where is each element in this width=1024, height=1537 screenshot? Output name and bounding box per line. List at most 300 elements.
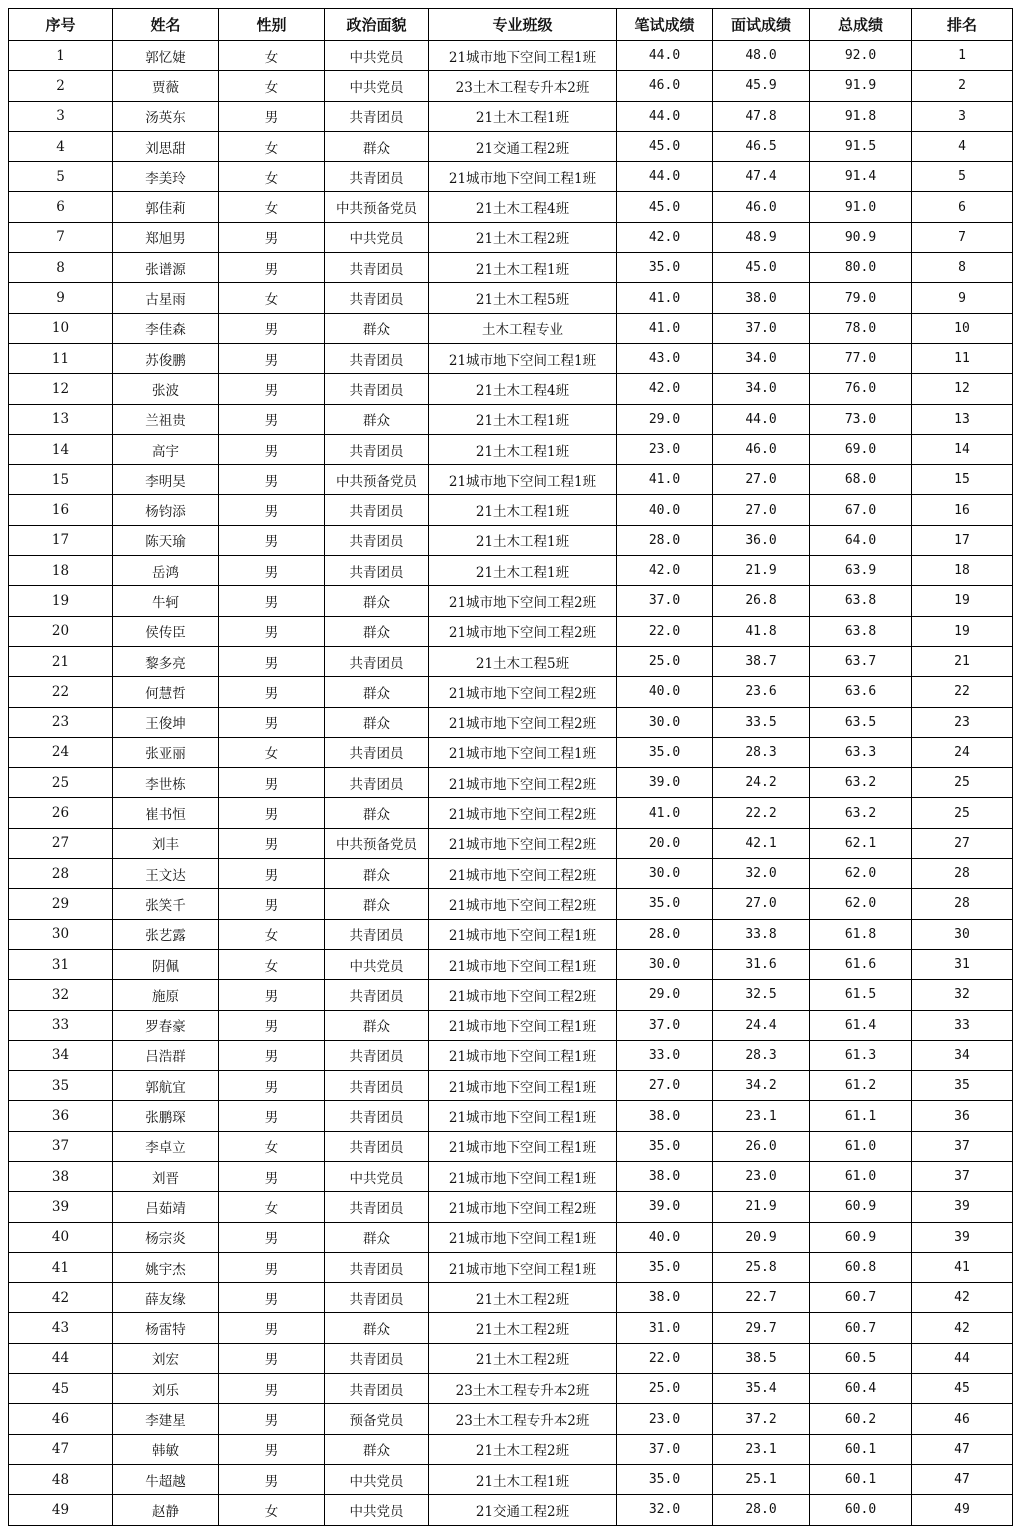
table-row <box>9 798 1013 828</box>
cell-total-score: 60.2 <box>810 1404 912 1434</box>
cell-interview-score: 45.0 <box>713 253 810 283</box>
cell-political-status: 共青团员 <box>325 1343 429 1373</box>
cell-index: 21 <box>9 646 113 676</box>
cell-index: 44 <box>9 1343 113 1373</box>
cell-name: 罗春豪 <box>113 1010 219 1040</box>
cell-interview-score: 33.8 <box>713 919 810 949</box>
cell-rank: 47 <box>912 1464 1013 1494</box>
table-row <box>9 646 1013 676</box>
cell-gender: 男 <box>219 646 325 676</box>
cell-interview-score: 48.0 <box>713 41 810 71</box>
cell-political-status: 共青团员 <box>325 919 429 949</box>
cell-name: 张艺露 <box>113 919 219 949</box>
header-index: 序号 <box>9 9 113 41</box>
cell-gender: 男 <box>219 525 325 555</box>
cell-political-status: 群众 <box>325 131 429 161</box>
cell-class: 21城市地下空间工程1班 <box>429 1222 617 1252</box>
cell-rank: 18 <box>912 556 1013 586</box>
cell-index: 49 <box>9 1495 113 1525</box>
cell-gender: 男 <box>219 222 325 252</box>
cell-rank: 39 <box>912 1222 1013 1252</box>
cell-class: 21土木工程2班 <box>429 222 617 252</box>
cell-written-score: 29.0 <box>617 404 713 434</box>
table-row <box>9 1010 1013 1040</box>
cell-total-score: 69.0 <box>810 434 912 464</box>
cell-rank: 4 <box>912 131 1013 161</box>
table-row <box>9 495 1013 525</box>
cell-total-score: 61.5 <box>810 980 912 1010</box>
cell-political-status: 群众 <box>325 707 429 737</box>
cell-gender: 女 <box>219 41 325 71</box>
cell-written-score: 37.0 <box>617 586 713 616</box>
cell-written-score: 42.0 <box>617 222 713 252</box>
table-body <box>9 41 1013 1526</box>
cell-gender: 男 <box>219 1071 325 1101</box>
cell-total-score: 63.2 <box>810 798 912 828</box>
cell-name: 李卓立 <box>113 1131 219 1161</box>
cell-index: 34 <box>9 1040 113 1070</box>
cell-index: 9 <box>9 283 113 313</box>
cell-index: 31 <box>9 949 113 979</box>
cell-total-score: 76.0 <box>810 374 912 404</box>
cell-written-score: 41.0 <box>617 313 713 343</box>
cell-name: 刘思甜 <box>113 131 219 161</box>
cell-written-score: 40.0 <box>617 1222 713 1252</box>
table-row <box>9 283 1013 313</box>
cell-gender: 女 <box>219 919 325 949</box>
cell-political-status: 共青团员 <box>325 1101 429 1131</box>
cell-class: 21土木工程4班 <box>429 374 617 404</box>
table-row <box>9 1161 1013 1191</box>
cell-name: 兰祖贵 <box>113 404 219 434</box>
cell-class: 21城市地下空间工程2班 <box>429 798 617 828</box>
cell-written-score: 35.0 <box>617 1252 713 1282</box>
cell-name: 刘宏 <box>113 1343 219 1373</box>
cell-index: 29 <box>9 889 113 919</box>
cell-total-score: 60.0 <box>810 1495 912 1525</box>
header-gender: 性别 <box>219 9 325 41</box>
cell-name: 姚宇杰 <box>113 1252 219 1282</box>
cell-rank: 47 <box>912 1434 1013 1464</box>
cell-interview-score: 20.9 <box>713 1222 810 1252</box>
cell-class: 21土木工程1班 <box>429 556 617 586</box>
cell-written-score: 33.0 <box>617 1040 713 1070</box>
cell-interview-score: 41.8 <box>713 616 810 646</box>
cell-class: 21交通工程2班 <box>429 1495 617 1525</box>
cell-rank: 28 <box>912 889 1013 919</box>
cell-interview-score: 38.7 <box>713 646 810 676</box>
header-political-status: 政治面貌 <box>325 9 429 41</box>
cell-written-score: 45.0 <box>617 192 713 222</box>
cell-interview-score: 27.0 <box>713 495 810 525</box>
cell-rank: 11 <box>912 343 1013 373</box>
cell-gender: 男 <box>219 1464 325 1494</box>
cell-written-score: 31.0 <box>617 1313 713 1343</box>
cell-interview-score: 34.0 <box>713 374 810 404</box>
cell-political-status: 共青团员 <box>325 434 429 464</box>
cell-written-score: 38.0 <box>617 1161 713 1191</box>
cell-total-score: 61.8 <box>810 919 912 949</box>
cell-rank: 41 <box>912 1252 1013 1282</box>
cell-rank: 14 <box>912 434 1013 464</box>
table-row <box>9 1343 1013 1373</box>
cell-gender: 女 <box>219 949 325 979</box>
cell-rank: 17 <box>912 525 1013 555</box>
cell-political-status: 群众 <box>325 859 429 889</box>
cell-name: 郑旭男 <box>113 222 219 252</box>
cell-total-score: 60.9 <box>810 1192 912 1222</box>
cell-written-score: 35.0 <box>617 1131 713 1161</box>
cell-rank: 10 <box>912 313 1013 343</box>
cell-class: 21城市地下空间工程1班 <box>429 41 617 71</box>
cell-written-score: 37.0 <box>617 1434 713 1464</box>
cell-gender: 男 <box>219 1101 325 1131</box>
cell-rank: 16 <box>912 495 1013 525</box>
header-total-score: 总成绩 <box>810 9 912 41</box>
cell-total-score: 91.9 <box>810 71 912 101</box>
cell-gender: 男 <box>219 1313 325 1343</box>
cell-class: 21土木工程1班 <box>429 253 617 283</box>
cell-rank: 19 <box>912 616 1013 646</box>
header-row <box>9 9 1013 41</box>
table-row <box>9 1252 1013 1282</box>
cell-index: 33 <box>9 1010 113 1040</box>
cell-rank: 8 <box>912 253 1013 283</box>
cell-interview-score: 32.5 <box>713 980 810 1010</box>
table-row <box>9 374 1013 404</box>
cell-name: 汤英东 <box>113 101 219 131</box>
cell-class: 21土木工程5班 <box>429 646 617 676</box>
cell-gender: 女 <box>219 1495 325 1525</box>
cell-rank: 39 <box>912 1192 1013 1222</box>
cell-written-score: 23.0 <box>617 1404 713 1434</box>
cell-rank: 7 <box>912 222 1013 252</box>
cell-interview-score: 47.4 <box>713 162 810 192</box>
cell-name: 王俊坤 <box>113 707 219 737</box>
cell-political-status: 共青团员 <box>325 1252 429 1282</box>
cell-name: 贾薇 <box>113 71 219 101</box>
cell-index: 18 <box>9 556 113 586</box>
cell-written-score: 41.0 <box>617 465 713 495</box>
cell-name: 王文达 <box>113 859 219 889</box>
cell-class: 21土木工程1班 <box>429 404 617 434</box>
cell-rank: 32 <box>912 980 1013 1010</box>
cell-gender: 女 <box>219 162 325 192</box>
cell-index: 27 <box>9 828 113 858</box>
cell-total-score: 61.4 <box>810 1010 912 1040</box>
cell-index: 45 <box>9 1374 113 1404</box>
cell-index: 39 <box>9 1192 113 1222</box>
cell-class: 21土木工程1班 <box>429 101 617 131</box>
cell-interview-score: 25.1 <box>713 1464 810 1494</box>
cell-name: 张亚丽 <box>113 737 219 767</box>
cell-name: 张笑千 <box>113 889 219 919</box>
cell-rank: 33 <box>912 1010 1013 1040</box>
cell-total-score: 61.0 <box>810 1161 912 1191</box>
cell-political-status: 群众 <box>325 889 429 919</box>
cell-interview-score: 47.8 <box>713 101 810 131</box>
cell-interview-score: 23.6 <box>713 677 810 707</box>
cell-written-score: 35.0 <box>617 737 713 767</box>
cell-class: 21城市地下空间工程1班 <box>429 1131 617 1161</box>
cell-political-status: 群众 <box>325 677 429 707</box>
cell-interview-score: 46.0 <box>713 192 810 222</box>
cell-gender: 男 <box>219 434 325 464</box>
cell-gender: 男 <box>219 101 325 131</box>
cell-rank: 35 <box>912 1071 1013 1101</box>
cell-gender: 男 <box>219 1222 325 1252</box>
cell-index: 1 <box>9 41 113 71</box>
cell-gender: 男 <box>219 616 325 646</box>
cell-index: 43 <box>9 1313 113 1343</box>
cell-political-status: 群众 <box>325 313 429 343</box>
cell-written-score: 25.0 <box>617 646 713 676</box>
cell-gender: 男 <box>219 1283 325 1313</box>
cell-written-score: 30.0 <box>617 707 713 737</box>
cell-gender: 男 <box>219 1161 325 1191</box>
cell-written-score: 23.0 <box>617 434 713 464</box>
cell-rank: 23 <box>912 707 1013 737</box>
table-row <box>9 41 1013 71</box>
cell-interview-score: 28.3 <box>713 1040 810 1070</box>
table-row <box>9 616 1013 646</box>
cell-class: 21土木工程1班 <box>429 495 617 525</box>
cell-written-score: 22.0 <box>617 616 713 646</box>
cell-class: 21城市地下空间工程1班 <box>429 1071 617 1101</box>
cell-political-status: 中共党员 <box>325 222 429 252</box>
cell-interview-score: 27.0 <box>713 889 810 919</box>
cell-gender: 男 <box>219 313 325 343</box>
cell-rank: 19 <box>912 586 1013 616</box>
cell-class: 21城市地下空间工程2班 <box>429 768 617 798</box>
cell-index: 15 <box>9 465 113 495</box>
table-row <box>9 586 1013 616</box>
cell-interview-score: 28.3 <box>713 737 810 767</box>
cell-index: 3 <box>9 101 113 131</box>
cell-political-status: 预备党员 <box>325 1404 429 1434</box>
cell-interview-score: 35.4 <box>713 1374 810 1404</box>
cell-gender: 女 <box>219 192 325 222</box>
cell-class: 21城市地下空间工程1班 <box>429 1010 617 1040</box>
table-row <box>9 465 1013 495</box>
cell-total-score: 62.1 <box>810 828 912 858</box>
cell-political-status: 中共党员 <box>325 949 429 979</box>
cell-rank: 45 <box>912 1374 1013 1404</box>
cell-rank: 37 <box>912 1131 1013 1161</box>
cell-name: 杨宗炎 <box>113 1222 219 1252</box>
cell-index: 6 <box>9 192 113 222</box>
cell-interview-score: 23.0 <box>713 1161 810 1191</box>
cell-written-score: 39.0 <box>617 1192 713 1222</box>
cell-political-status: 中共预备党员 <box>325 465 429 495</box>
cell-gender: 男 <box>219 707 325 737</box>
cell-political-status: 群众 <box>325 1010 429 1040</box>
cell-class: 21城市地下空间工程2班 <box>429 586 617 616</box>
cell-class: 21城市地下空间工程1班 <box>429 343 617 373</box>
cell-written-score: 35.0 <box>617 1464 713 1494</box>
cell-political-status: 共青团员 <box>325 101 429 131</box>
cell-class: 21城市地下空间工程1班 <box>429 162 617 192</box>
cell-class: 21城市地下空间工程2班 <box>429 889 617 919</box>
table-row <box>9 980 1013 1010</box>
cell-interview-score: 32.0 <box>713 859 810 889</box>
cell-total-score: 63.5 <box>810 707 912 737</box>
cell-class: 21交通工程2班 <box>429 131 617 161</box>
cell-rank: 24 <box>912 737 1013 767</box>
cell-index: 32 <box>9 980 113 1010</box>
cell-gender: 男 <box>219 586 325 616</box>
cell-rank: 31 <box>912 949 1013 979</box>
cell-political-status: 共青团员 <box>325 768 429 798</box>
cell-name: 郭忆婕 <box>113 41 219 71</box>
cell-total-score: 73.0 <box>810 404 912 434</box>
cell-political-status: 共青团员 <box>325 556 429 586</box>
cell-interview-score: 38.5 <box>713 1343 810 1373</box>
table-row <box>9 1071 1013 1101</box>
cell-written-score: 39.0 <box>617 768 713 798</box>
cell-rank: 42 <box>912 1313 1013 1343</box>
cell-gender: 男 <box>219 768 325 798</box>
cell-political-status: 共青团员 <box>325 343 429 373</box>
cell-interview-score: 29.7 <box>713 1313 810 1343</box>
cell-gender: 男 <box>219 1343 325 1373</box>
table-row <box>9 1464 1013 1494</box>
cell-index: 26 <box>9 798 113 828</box>
cell-interview-score: 22.2 <box>713 798 810 828</box>
header-name: 姓名 <box>113 9 219 41</box>
cell-rank: 21 <box>912 646 1013 676</box>
cell-name: 高宇 <box>113 434 219 464</box>
cell-rank: 30 <box>912 919 1013 949</box>
cell-class: 21土木工程2班 <box>429 1283 617 1313</box>
cell-index: 48 <box>9 1464 113 1494</box>
cell-class: 21城市地下空间工程1班 <box>429 1040 617 1070</box>
cell-total-score: 67.0 <box>810 495 912 525</box>
cell-interview-score: 38.0 <box>713 283 810 313</box>
table-row <box>9 1374 1013 1404</box>
cell-class: 21城市地下空间工程1班 <box>429 465 617 495</box>
table-row <box>9 434 1013 464</box>
table-row <box>9 1495 1013 1525</box>
cell-rank: 12 <box>912 374 1013 404</box>
cell-rank: 15 <box>912 465 1013 495</box>
cell-written-score: 44.0 <box>617 162 713 192</box>
cell-total-score: 61.6 <box>810 949 912 979</box>
cell-written-score: 25.0 <box>617 1374 713 1404</box>
cell-written-score: 35.0 <box>617 253 713 283</box>
cell-interview-score: 23.1 <box>713 1434 810 1464</box>
cell-total-score: 91.5 <box>810 131 912 161</box>
cell-total-score: 60.5 <box>810 1343 912 1373</box>
cell-total-score: 90.9 <box>810 222 912 252</box>
table-row <box>9 828 1013 858</box>
cell-total-score: 64.0 <box>810 525 912 555</box>
cell-name: 李美玲 <box>113 162 219 192</box>
table-header <box>9 9 1013 41</box>
cell-gender: 男 <box>219 495 325 525</box>
cell-class: 21城市地下空间工程1班 <box>429 1161 617 1191</box>
cell-written-score: 38.0 <box>617 1101 713 1131</box>
cell-class: 21城市地下空间工程2班 <box>429 677 617 707</box>
cell-interview-score: 31.6 <box>713 949 810 979</box>
cell-class: 21土木工程2班 <box>429 1343 617 1373</box>
cell-written-score: 38.0 <box>617 1283 713 1313</box>
cell-name: 吕浩群 <box>113 1040 219 1070</box>
cell-name: 张波 <box>113 374 219 404</box>
cell-written-score: 32.0 <box>617 1495 713 1525</box>
cell-total-score: 61.2 <box>810 1071 912 1101</box>
cell-index: 38 <box>9 1161 113 1191</box>
cell-class: 21城市地下空间工程1班 <box>429 949 617 979</box>
cell-class: 21土木工程1班 <box>429 434 617 464</box>
cell-name: 杨雷特 <box>113 1313 219 1343</box>
cell-political-status: 群众 <box>325 1222 429 1252</box>
cell-total-score: 60.4 <box>810 1374 912 1404</box>
cell-index: 22 <box>9 677 113 707</box>
cell-interview-score: 33.5 <box>713 707 810 737</box>
cell-political-status: 共青团员 <box>325 1131 429 1161</box>
table-row <box>9 949 1013 979</box>
cell-total-score: 63.8 <box>810 586 912 616</box>
cell-political-status: 共青团员 <box>325 1192 429 1222</box>
cell-gender: 男 <box>219 1010 325 1040</box>
cell-political-status: 共青团员 <box>325 1374 429 1404</box>
cell-class: 21城市地下空间工程2班 <box>429 1192 617 1222</box>
cell-class: 21城市地下空间工程1班 <box>429 737 617 767</box>
cell-written-score: 20.0 <box>617 828 713 858</box>
cell-name: 牛超越 <box>113 1464 219 1494</box>
cell-gender: 男 <box>219 1374 325 1404</box>
table-row <box>9 1040 1013 1070</box>
cell-interview-score: 21.9 <box>713 1192 810 1222</box>
cell-name: 刘乐 <box>113 1374 219 1404</box>
cell-total-score: 68.0 <box>810 465 912 495</box>
cell-total-score: 63.2 <box>810 768 912 798</box>
cell-rank: 37 <box>912 1161 1013 1191</box>
cell-interview-score: 21.9 <box>713 556 810 586</box>
cell-written-score: 40.0 <box>617 677 713 707</box>
cell-political-status: 共青团员 <box>325 374 429 404</box>
cell-rank: 6 <box>912 192 1013 222</box>
cell-written-score: 45.0 <box>617 131 713 161</box>
cell-name: 韩敏 <box>113 1434 219 1464</box>
cell-political-status: 共青团员 <box>325 525 429 555</box>
cell-gender: 男 <box>219 798 325 828</box>
cell-index: 11 <box>9 343 113 373</box>
cell-gender: 男 <box>219 889 325 919</box>
table-row <box>9 253 1013 283</box>
cell-gender: 女 <box>219 1131 325 1161</box>
cell-written-score: 30.0 <box>617 859 713 889</box>
table-row <box>9 859 1013 889</box>
table-row <box>9 1131 1013 1161</box>
cell-gender: 男 <box>219 980 325 1010</box>
cell-name: 牛轲 <box>113 586 219 616</box>
cell-interview-score: 36.0 <box>713 525 810 555</box>
cell-gender: 女 <box>219 131 325 161</box>
cell-total-score: 63.3 <box>810 737 912 767</box>
cell-total-score: 60.9 <box>810 1222 912 1252</box>
cell-name: 陈天瑜 <box>113 525 219 555</box>
cell-name: 黎多亮 <box>113 646 219 676</box>
cell-total-score: 60.1 <box>810 1434 912 1464</box>
cell-rank: 46 <box>912 1404 1013 1434</box>
cell-rank: 22 <box>912 677 1013 707</box>
cell-name: 赵静 <box>113 1495 219 1525</box>
cell-class: 23土木工程专升本2班 <box>429 1374 617 1404</box>
cell-political-status: 群众 <box>325 1434 429 1464</box>
cell-interview-score: 37.0 <box>713 313 810 343</box>
